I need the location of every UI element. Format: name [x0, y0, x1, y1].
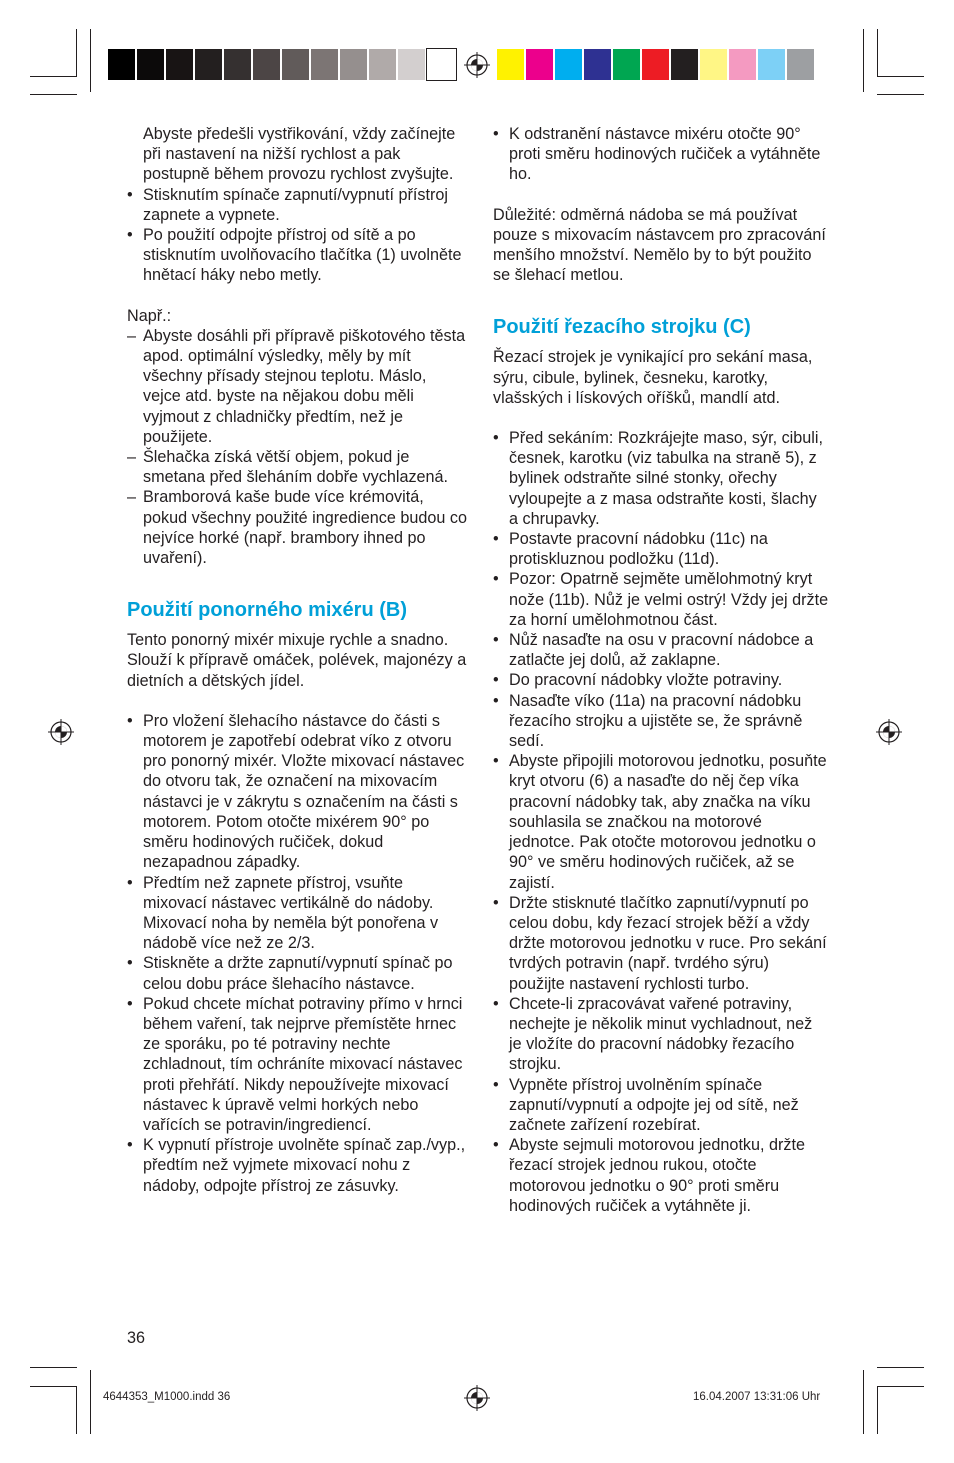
list-item	[493, 428, 829, 529]
dash-item-text: Bramborová kaše bude více krémovitá, pokud všechny použité ingredience budou co nejvíce horké (např. brambory ihned po uvaření).	[143, 488, 467, 568]
bullet-marker: •	[493, 752, 499, 771]
bullet-marker: •	[493, 530, 499, 549]
crop-mark	[877, 1386, 924, 1387]
color-swatch	[166, 49, 195, 80]
crop-mark	[863, 29, 864, 92]
crop-mark	[30, 94, 77, 95]
section-heading-b: Použití ponorného mixéru (B)	[127, 599, 407, 622]
color-swatch	[195, 49, 224, 80]
list-item	[127, 711, 467, 873]
list-item-text: Stisknutím spínače zapnutí/vypnutí přístroj zapnete a vypnete.	[143, 185, 449, 224]
left-column	[127, 124, 467, 1196]
list-item-text: Stiskněte a držte zapnutí/vypnutí spínač po celou dobu práce šlehacího nástavce.	[143, 954, 453, 993]
list-item	[493, 529, 829, 569]
list-item	[127, 1135, 467, 1196]
color-swatch	[497, 49, 526, 80]
example-label: Např.:	[127, 306, 172, 325]
section-heading-c: Použití řezacího strojku (C)	[493, 316, 751, 339]
list-item	[493, 751, 829, 892]
list-item	[493, 691, 829, 752]
bullet-marker: •	[493, 631, 499, 650]
list-item-text: Pozor: Opatrně sejměte umělohmotný kryt nože (11b). Nůž je velmi ostrý! Vždy jej držte za horní umělohmotnou část.	[509, 570, 829, 629]
page-number: 36	[127, 1329, 146, 1347]
color-swatch	[584, 49, 613, 80]
list-item-text: Postavte pracovní nádobku (11c) na protiskluznou podložku (11d).	[509, 530, 768, 569]
color-swatch	[282, 49, 311, 80]
bullet-marker: •	[493, 691, 499, 710]
list-item-text: Předtím než zapnete přístroj, vsuňte mixovací nástavec vertikálně do nádoby. Mixovací noha by neměla být ponořena v nádobě více než ze 2/3.	[143, 873, 439, 953]
crop-mark	[30, 1386, 77, 1387]
color-swatch	[642, 49, 671, 80]
list-item-text: Po použití odpojte přístroj od sítě a po stisknutím uvolňovacího tlačítka (1) uvolněte hnětací háky nebo metly.	[143, 226, 462, 285]
color-swatch	[555, 49, 584, 80]
crop-mark	[30, 1367, 77, 1368]
bullet-marker: •	[493, 429, 499, 448]
section-paragraph-b: Tento ponorný mixér mixuje rychle a snadno. Slouží k přípravě omáček, polévek, majonézy a dietních a dětských jídel.	[127, 631, 467, 690]
list-item	[493, 569, 829, 630]
dash-item-text: Šlehačka získá větší objem, pokud je smetana před šleháním dobře vychlazená.	[143, 448, 449, 487]
list-item	[127, 953, 467, 993]
registration-mark-icon	[464, 52, 490, 78]
bullet-marker: •	[493, 125, 499, 143]
crop-mark	[877, 29, 878, 76]
bullet-marker: •	[493, 1136, 499, 1155]
crop-mark	[76, 29, 77, 76]
bullet-marker: •	[127, 711, 133, 730]
color-swatch	[427, 49, 456, 80]
dash-item	[127, 487, 467, 568]
footer-filename: 4644353_M1000.indd 36	[103, 1391, 231, 1403]
registration-mark-icon	[876, 719, 902, 745]
list-item-text: K vypnutí přístroje uvolněte spínač zap./vyp., předtím než vyjmete mixovací nohu z nádoby, odpojte přístroj ze zásuvky.	[143, 1136, 466, 1195]
bullet-marker: •	[127, 873, 133, 892]
color-swatch	[700, 49, 729, 80]
color-swatch	[311, 49, 340, 80]
list-item-text: Do pracovní nádobky vložte potraviny.	[509, 671, 783, 690]
color-calibration-bar	[497, 49, 816, 80]
dash-item	[127, 326, 467, 447]
crop-mark	[863, 1370, 864, 1434]
crop-mark	[76, 1386, 77, 1434]
footer-timestamp: 16.04.2007 13:31:06 Uhr	[693, 1391, 821, 1403]
color-swatch	[729, 49, 758, 80]
crop-mark	[90, 1370, 91, 1434]
list-item-text: Abyste sejmuli motorovou jednotku, držte řezací strojek jednou rukou, otočte motorovou jednotku o 90° proti směru hodinových ručiček a vytáhněte ji.	[509, 1136, 806, 1215]
section-paragraph-c: Řezací strojek je vynikající pro sekání masa, sýru, cibule, bylinek, česneku, karotky, vlašských i lískových oříšků, mandlí atd.	[493, 348, 813, 407]
important-note: Důležité: odměrná nádoba se má používat pouze s mixovacím nástavcem pro zpracování menšího množství. Nemělo by to být použito se šlehací metlou.	[493, 205, 826, 285]
bullet-marker: •	[493, 994, 499, 1013]
list-item-text: Chcete-li zpracovávat vařené potraviny, nechejte je několik minut vychladnout, než je vložíte do pracovní nádobky řezacího strojku.	[509, 994, 813, 1074]
bullet-marker: •	[127, 994, 133, 1013]
list-item-text: Před sekáním: Rozkrájejte maso, sýr, cibuli, česnek, karotku (viz tabulka na straně 5), z bylinek odstraňte silné stonky, ořechy vyloupejte a z masa odstraňte kosti, šlachy a chrupavky.	[509, 429, 823, 528]
right-column	[493, 124, 829, 1216]
list-item	[127, 873, 467, 954]
bullet-marker: •	[493, 893, 499, 912]
crop-mark	[90, 29, 91, 92]
color-swatch	[108, 49, 137, 80]
dash-marker: –	[127, 448, 137, 467]
crop-mark	[877, 1367, 924, 1368]
list-item	[493, 1075, 829, 1136]
list-item-text: Pro vložení šlehacího nástavce do části s motorem je zapotřebí odebrat víko z otvoru pro ponorný mixér. Vložte mixovací nástavec do otvoru tak, že označení na mixovacím nástavci je v zákrytu s označením na části s motorem. Potom otočte mixérem 90° po směru hodinových ručiček, dokud nezapadnou západky.	[143, 711, 465, 872]
color-swatch	[787, 49, 816, 80]
list-item	[493, 893, 829, 994]
list-item	[493, 630, 829, 670]
color-swatch	[253, 49, 282, 80]
color-swatch	[340, 49, 369, 80]
color-swatch	[758, 49, 787, 80]
crop-mark	[877, 76, 924, 77]
intro-paragraph: Abyste předešli vystřikování, vždy začínejte při nastavení na nižší rychlost a pak postupně během provozu rychlost zvyšujte.	[143, 125, 456, 184]
list-item	[127, 994, 467, 1135]
list-item-text: Vypněte přístroj uvolněním spínače zapnutí/vypnutí a odpojte jej od sítě, než začnete zařízení rozebírat.	[509, 1075, 799, 1134]
list-item	[127, 185, 467, 225]
registration-mark-icon	[48, 719, 74, 745]
list-item-text: Držte stisknuté tlačítko zapnutí/vypnutí po celou dobu, kdy řezací strojek běží a vždy držte motorovou jednotku v ruce. Pro sekání tvrdých potravin (např. tvrdého sýru) použijte nastavení rychlosti turbo.	[509, 893, 827, 993]
bullet-marker: •	[493, 1075, 499, 1094]
list-item-text: K odstranění nástavce mixéru otočte 90° proti směru hodinových ručiček a vytáhněte ho.	[509, 125, 821, 184]
bullet-marker: •	[127, 954, 133, 973]
grayscale-calibration-bar	[108, 49, 456, 80]
dash-marker: –	[127, 326, 137, 345]
list-item-text: Nůž nasaďte na osu v pracovní nádobce a zatlačte jej dolů, až zaklapne.	[509, 631, 814, 670]
crop-mark	[30, 76, 77, 77]
list-item-text: Pokud chcete míchat potraviny přímo v hrnci během vaření, tak nejprve přemístěte hrnec ze sporáku, po té potraviny nechte zchladnout, tím ochráníte mixovací nástavec proti přehřátí. Nikdy nepoužívejte mixovací nástavec k úpravě velmi horkých nebo vařících se potravin/ingrediencí.	[143, 994, 463, 1134]
registration-mark-icon	[464, 1385, 490, 1411]
dash-marker: –	[127, 488, 137, 507]
dash-item-text: Abyste dosáhli při přípravě piškotového těsta apod. optimální výsledky, měly by mít všechny přísady stejnou teplotu. Máslo, vejce atd. byste na nějakou dobu měli vyjmout z chladničky předtím, než je použijete.	[143, 326, 466, 446]
list-item	[127, 225, 467, 286]
color-swatch	[526, 49, 555, 80]
crop-mark	[877, 1386, 878, 1434]
list-item-text: Nasaďte víko (11a) na pracovní nádobku řezacího strojku a ujistěte se, že správně sedí.	[509, 691, 803, 751]
color-swatch	[137, 49, 166, 80]
list-item	[493, 1135, 829, 1216]
list-item-text: Abyste připojili motorovou jednotku, posuňte kryt otvoru (6) a nasaďte do něj čep víka pracovní nádobky tak, aby značka na víku souhlasila se značkou na motorové jednotce. Pak otočte motorovou jednotku o 90° ve směru hodinových ručiček, až se zajistí.	[509, 752, 827, 892]
color-swatch	[224, 49, 253, 80]
bullet-marker: •	[493, 671, 499, 690]
color-swatch	[369, 49, 398, 80]
crop-mark	[877, 94, 924, 95]
list-item	[493, 670, 829, 690]
bullet-marker: •	[127, 226, 133, 245]
bullet-marker: •	[493, 570, 499, 589]
list-item	[493, 994, 829, 1075]
color-swatch	[671, 49, 700, 80]
dash-item	[127, 447, 467, 487]
color-swatch	[613, 49, 642, 80]
bullet-marker: •	[127, 185, 133, 204]
bullet-marker: •	[127, 1136, 133, 1155]
color-swatch	[398, 49, 427, 80]
list-item	[493, 124, 829, 185]
